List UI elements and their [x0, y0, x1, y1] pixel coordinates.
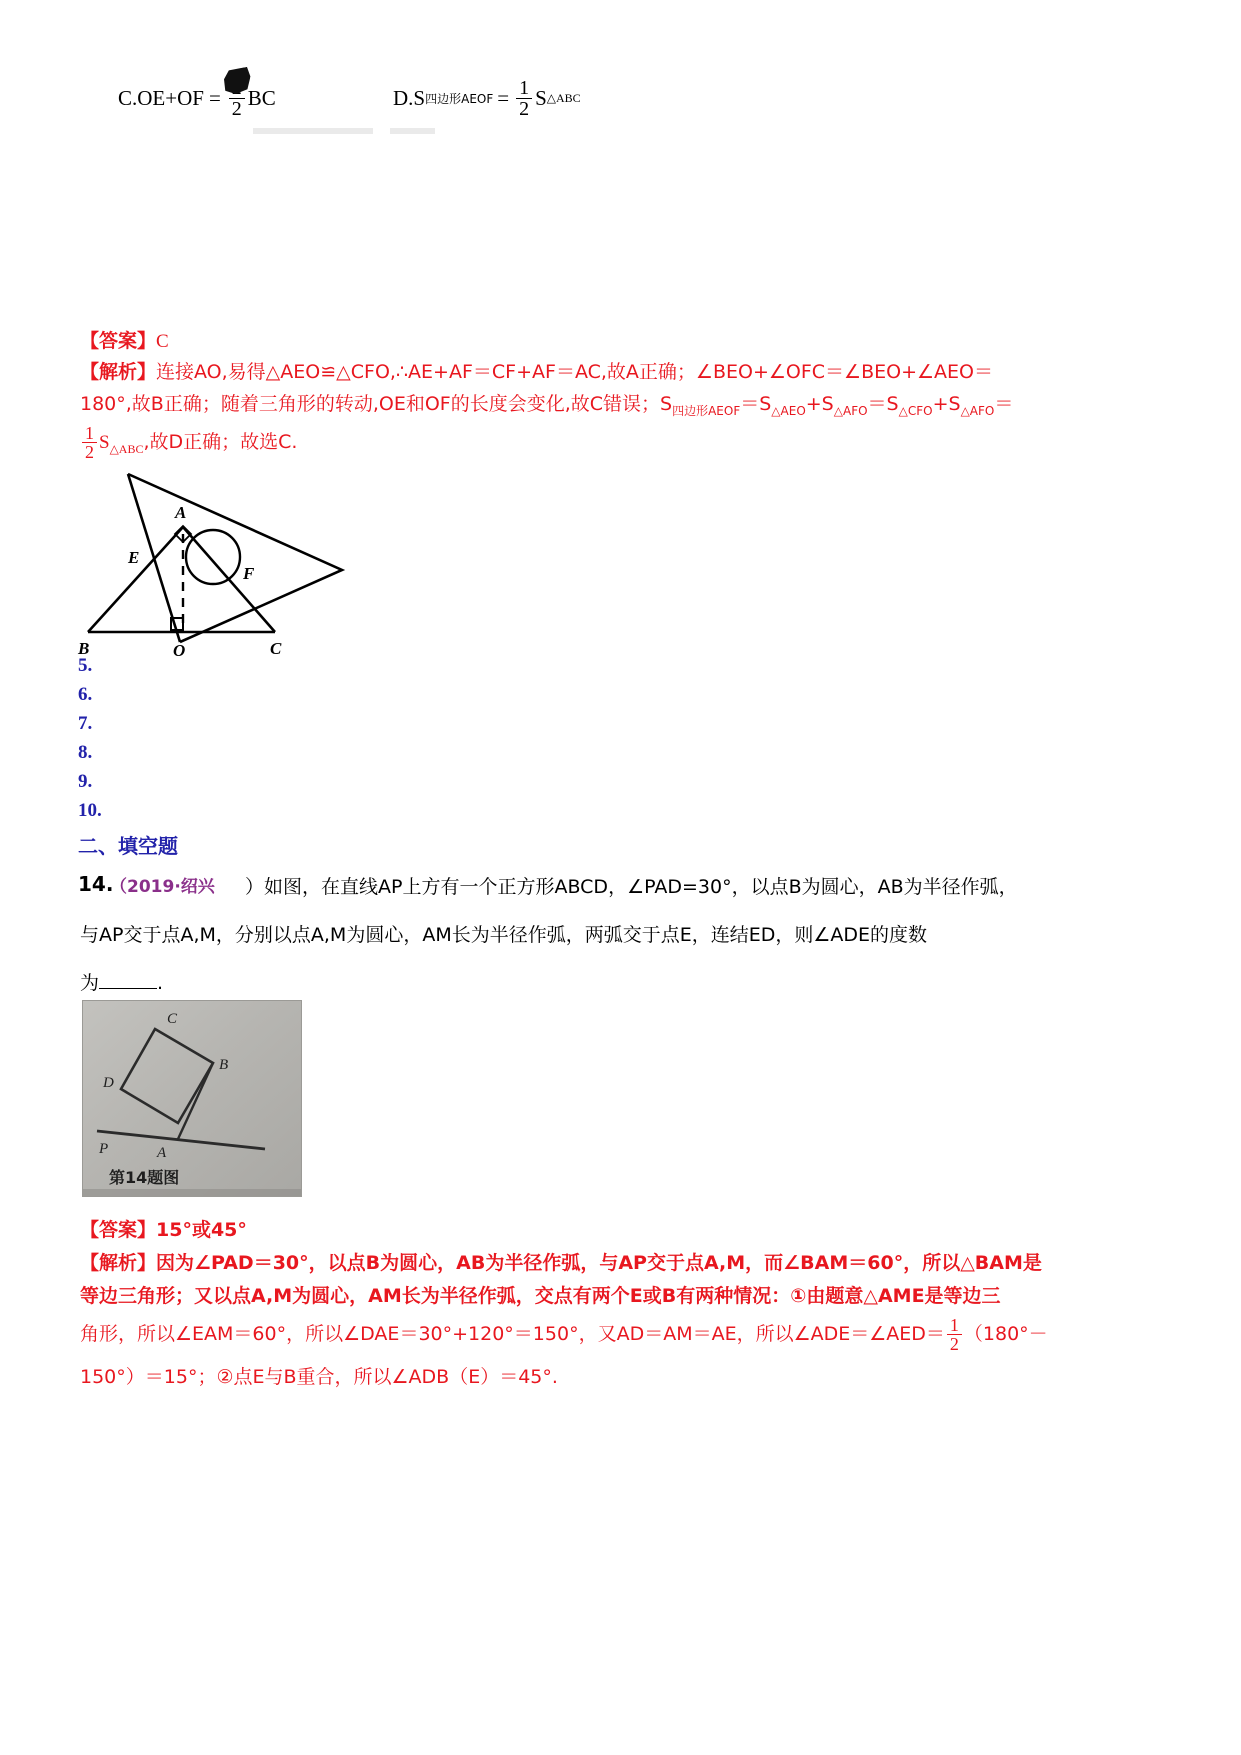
- list-item-10: 10.: [78, 800, 102, 821]
- explanation-1-line-1: [80, 358, 993, 387]
- explanation-14-denominator: 2: [947, 1334, 962, 1353]
- option-d-denominator: 2: [516, 98, 532, 119]
- explanation-1-text-2: 180°,故B正确；随着三角形的转动,OE和OF的长度会变化,故C错误；S: [80, 393, 673, 415]
- explanation-1-s-sub: △ABC: [109, 441, 144, 456]
- question-14-line-2: 与AP交于点A,M，分别以点A,M为圆心，AM长为半径作弧，两弧交于点E，连结ED，则∠ADE的度数: [80, 924, 928, 946]
- option-d-fraction: [516, 78, 532, 120]
- option-c-suffix: BC: [247, 86, 276, 111]
- option-d-equals: =: [497, 86, 510, 111]
- answer-value-14: 15°或45°: [156, 1219, 247, 1241]
- explanation-14-tail-3: （180°－: [963, 1323, 1048, 1345]
- explanation-1-mid-2: +S: [805, 393, 834, 415]
- option-d: [393, 78, 581, 120]
- question-14-photo: [82, 1000, 302, 1197]
- explanation-label-1: 【解析】: [80, 361, 157, 383]
- option-c-prefix: C.OE+OF: [118, 86, 204, 111]
- option-c: [118, 78, 276, 120]
- answer-blank-underline[interactable]: [99, 988, 157, 989]
- question-14-number: 14.: [78, 872, 114, 896]
- answer-value-1: C: [156, 331, 169, 352]
- answer-label-1: 【答案】: [80, 330, 157, 352]
- list-item-7: 7.: [78, 713, 93, 734]
- photo-caption: 第14题图: [109, 1168, 180, 1187]
- explanation-1-numerator: 1: [85, 423, 94, 443]
- question-14-photo-svg: [83, 1001, 301, 1196]
- photo-label-a: A: [157, 1145, 167, 1161]
- answer-label-14: 【答案】: [80, 1219, 157, 1241]
- option-c-equals: =: [208, 86, 221, 111]
- figure-label-f: F: [243, 564, 255, 583]
- option-d-s: S: [535, 86, 547, 111]
- photo-label-c: C: [167, 1011, 178, 1027]
- explanation-14-numerator: 1: [949, 1315, 959, 1335]
- photo-label-b: B: [219, 1057, 229, 1073]
- question-14-text-1: 如图，在直线AP上方有一个正方形ABCD，∠PAD=30°，以点B为圆心，AB为半径作弧，: [264, 876, 1018, 898]
- list-item-6: 6.: [78, 684, 93, 705]
- explanation-1-mid-1: ＝S: [740, 393, 772, 415]
- figure-label-e: E: [128, 548, 140, 567]
- question-14-source-close: ）: [245, 876, 265, 898]
- explanation-1-s: S: [99, 432, 110, 453]
- explanation-1-tail: ,故D正确；故选C.: [143, 431, 298, 453]
- explanation-1-sub-2: △AEO: [771, 403, 806, 418]
- explanation-1-end: ＝: [994, 393, 1014, 415]
- explanation-1-fraction: [82, 424, 97, 461]
- answer-block-14: [80, 1215, 247, 1242]
- explanation-14-fraction: [947, 1316, 962, 1353]
- geometry-figure-1-svg: [70, 462, 370, 657]
- scan-smudge-2: [390, 128, 435, 134]
- figure-label-a: A: [175, 503, 187, 522]
- explanation-1-text-1: 连接AO,易得△AEO≌△CFO,∴AE+AF＝CF+AF＝AC,故A正确；∠BEO+∠OFC＝∠BEO+∠AEO＝: [156, 361, 993, 383]
- scan-smudge-1: [253, 128, 373, 134]
- explanation-1-sub-1: 四边形AEOF: [672, 403, 741, 418]
- section-heading: 二、填空题: [78, 834, 178, 858]
- explanation-14-line-3: [80, 1316, 1048, 1353]
- triangle-side-ab: [88, 527, 183, 632]
- explanation-14-text-1: 因为∠PAD＝30°，以点B为圆心，AB为半径作弧，与AP交于点A,M，而∠BAM＝60°，所以△BAM是: [156, 1252, 1042, 1274]
- geometry-figure-1: [70, 462, 370, 662]
- option-d-numerator: 1: [519, 77, 530, 99]
- answer-block-1: [80, 327, 169, 356]
- photo-bottom-shadow: [83, 1189, 301, 1196]
- option-d-prefix: D.S: [393, 86, 426, 111]
- question-14-source: [110, 872, 215, 897]
- figure-label-b: B: [78, 639, 90, 657]
- photo-label-p: P: [99, 1141, 109, 1157]
- list-item-8: 8.: [78, 742, 93, 763]
- option-c-denominator: 2: [229, 98, 245, 119]
- photo-label-d: D: [103, 1075, 114, 1091]
- explanation-1-mid-4: +S: [932, 393, 961, 415]
- explanation-14-line-4: 150°）＝15°；②点E与B重合，所以∠ADB（E）＝45°.: [80, 1366, 558, 1388]
- list-item-5: 5.: [78, 655, 93, 676]
- explanation-1-denominator: 2: [82, 442, 97, 461]
- question-14-line-1: [245, 872, 1018, 899]
- explanation-1-sub-5: △AFO: [960, 403, 995, 418]
- rotated-triangle-outline: [128, 474, 342, 642]
- explanation-14-text-3: 角形，所以∠EAM＝60°，所以∠DAE＝30°+120°＝150°，又AD＝AM＝AE，所以∠ADE＝∠AED＝: [80, 1323, 945, 1345]
- list-item-9: 9.: [78, 771, 93, 792]
- explanation-14-line-1: [80, 1248, 1042, 1275]
- explanation-1-mid-3: ＝S: [867, 393, 899, 415]
- question-14-source-text: （2019·绍兴: [110, 877, 215, 897]
- explanation-1-sub-4: △CFO: [898, 403, 933, 418]
- explanation-1-line-2: [80, 390, 1013, 420]
- figure-label-o: O: [173, 641, 186, 657]
- option-d-s-subscript: △ABC: [546, 91, 581, 106]
- option-d-subscript: 四边形AEOF: [425, 92, 494, 107]
- question-14-line-3: [80, 968, 163, 995]
- explanation-label-14: 【解析】: [80, 1252, 157, 1274]
- question-14-text-3-post: .: [157, 972, 164, 994]
- circle-annotation: [186, 530, 240, 584]
- explanation-1-line-3: [80, 424, 297, 461]
- explanation-14-line-2: 等边三角形；又以点A,M为圆心，AM长为半径作弧，交点有两个E或B有两种情况：①由题意△AME是等边三: [80, 1285, 1001, 1307]
- explanation-1-sub-3: △AFO: [833, 403, 868, 418]
- question-14-text-3-pre: 为: [80, 972, 100, 994]
- figure-label-c: C: [270, 639, 282, 657]
- answer-options-row: [118, 78, 1118, 120]
